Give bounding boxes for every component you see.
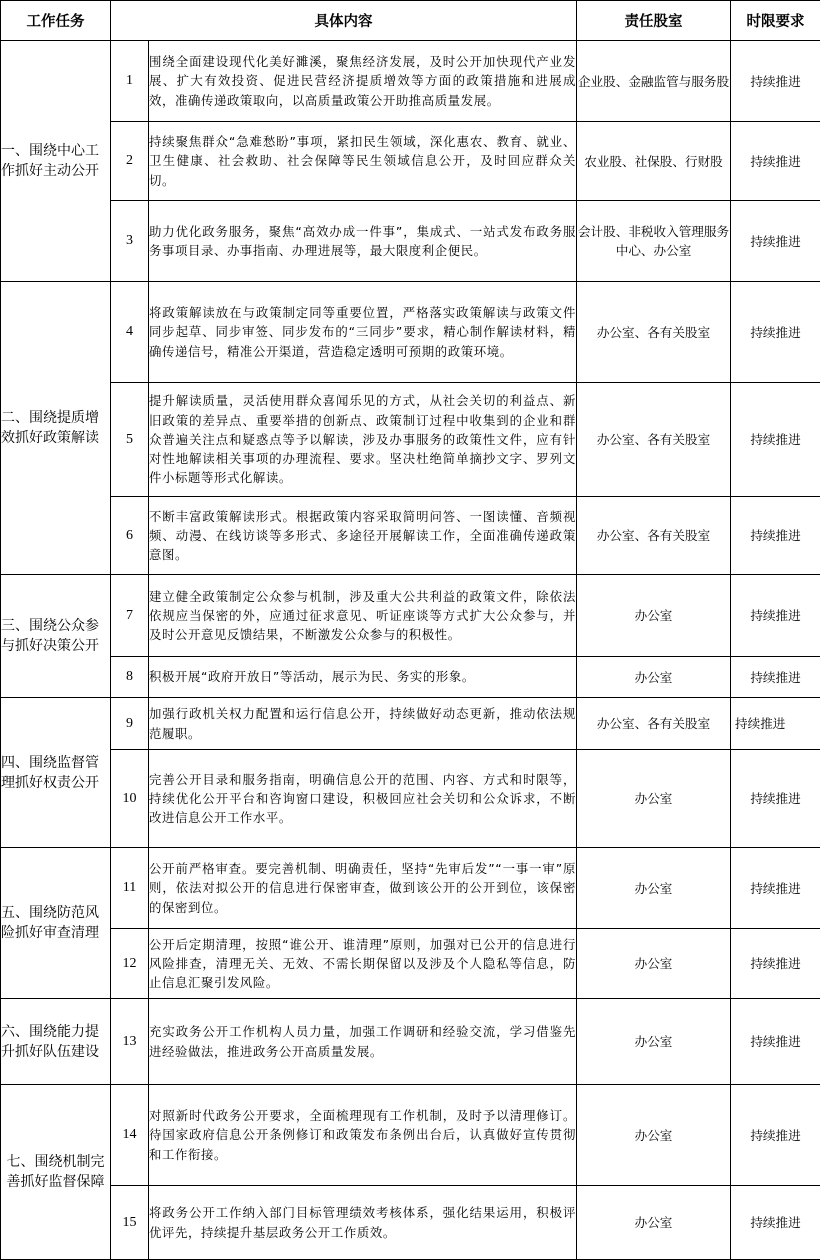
header-content: 具体内容 <box>111 1 577 41</box>
table-row <box>1 383 820 497</box>
row-content: 提升解读质量，灵活使用群众喜闻乐见的方式，从社会关切的利益点、新旧政策的差异点、重要举措的创新点、政策制订过程中收集到的企业和群众普遍关注点和疑惑点等予以解读，涉及办事服务的政策性文件，应有针对性地解读相关事项的办理流程、要求。坚决杜绝简单摘抄文字、罗列文件小标题等形式化解读。 <box>149 383 577 497</box>
row-dept: 办公室 <box>577 750 731 848</box>
row-number: 6 <box>111 497 149 575</box>
row-number: 11 <box>111 848 149 929</box>
row-content: 公开前严格审查。要完善机制、明确责任，坚持“先审后发”“一事一审”原则，依法对拟公开的信息进行保密审查，做到该公开的公开到位，该保密的保密到位。 <box>149 848 577 929</box>
row-limit: 持续推进 <box>731 383 820 497</box>
row-dept: 办公室、各有关股室 <box>577 698 731 750</box>
row-dept: 农业股、社保股、行财股 <box>577 122 731 201</box>
row-limit: 持续推进 <box>731 848 820 929</box>
row-dept: 会计股、非税收入管理服务中心、办公室 <box>577 201 731 282</box>
task-group-title: 一、围绕中心工作抓好主动公开 <box>1 41 111 282</box>
row-content: 不断丰富政策解读形式。根据政策内容采取简明问答、一图读懂、音频视频、动漫、在线访谈等多形式、多途径开展解读工作，全面准确传递政策意图。 <box>149 497 577 575</box>
row-limit: 持续推进 <box>731 750 820 848</box>
row-content: 公开后定期清理，按照“谁公开、谁清理”原则，加强对已公开的信息进行风险排查，清理无关、无效、不需长期保留以及涉及个人隐私等信息，防止信息汇聚引发风险。 <box>149 929 577 999</box>
task-group-title: 三、围绕公众参与抓好决策公开 <box>1 575 111 698</box>
row-number: 1 <box>111 41 149 122</box>
row-dept: 办公室 <box>577 575 731 657</box>
table-row <box>1 575 820 657</box>
task-group-title: 七、围绕机制完善抓好监督保障 <box>1 1085 111 1260</box>
row-dept: 办公室 <box>577 929 731 999</box>
row-number: 13 <box>111 999 149 1085</box>
row-limit: 持续推进 <box>731 657 820 698</box>
row-limit: 持续推进 <box>731 41 820 122</box>
row-content: 积极开展“政府开放日”等活动，展示为民、务实的形象。 <box>149 657 577 698</box>
row-limit: 持续推进 <box>731 1085 820 1186</box>
table-row <box>1 201 820 282</box>
task-group-title: 四、围绕监督管理抓好权责公开 <box>1 698 111 848</box>
row-dept: 办公室、各有关股室 <box>577 282 731 383</box>
table-row <box>1 750 820 848</box>
table-row <box>1 282 820 383</box>
row-content: 助力优化政务服务，聚焦“高效办成一件事”，集成式、一站式发布政务服务事项目录、办事指南、办理进展等，最大限度利企便民。 <box>149 201 577 282</box>
row-content: 持续聚焦群众“急难愁盼”事项，紧扣民生领域，深化惠农、教育、就业、卫生健康、社会救助、社会保障等民生领域信息公开，及时回应群众关切。 <box>149 122 577 201</box>
row-number: 12 <box>111 929 149 999</box>
header-row <box>1 1 820 41</box>
table-row <box>1 1186 820 1260</box>
row-number: 2 <box>111 122 149 201</box>
table-row <box>1 999 820 1085</box>
task-group-title: 六、围绕能力提升抓好队伍建设 <box>1 999 111 1085</box>
row-number: 5 <box>111 383 149 497</box>
table-row <box>1 929 820 999</box>
row-limit: 持续推进 <box>731 929 820 999</box>
row-number: 8 <box>111 657 149 698</box>
table-row <box>1 657 820 698</box>
row-dept: 办公室、各有关股室 <box>577 497 731 575</box>
row-dept: 办公室、各有关股室 <box>577 383 731 497</box>
table-row <box>1 41 820 122</box>
row-dept: 办公室 <box>577 1085 731 1186</box>
row-number: 10 <box>111 750 149 848</box>
row-dept: 企业股、金融监管与服务股 <box>577 41 731 122</box>
row-content: 将政策解读放在与政策制定同等重要位置，严格落实政策解读与政策文件同步起草、同步审签、同步发布的“三同步”要求，精心制作解读材料，精确传递信号，精准公开渠道，营造稳定透明可预期的政策环境。 <box>149 282 577 383</box>
row-limit: 持续推进 <box>731 201 820 282</box>
row-content: 建立健全政策制定公众参与机制，涉及重大公共利益的政策文件，除依法依规应当保密的外，应通过征求意见、听证座谈等方式扩大公众参与，并及时公开意见反馈结果，不断激发公众参与的积极性。 <box>149 575 577 657</box>
row-limit: 持续推进 <box>731 698 820 750</box>
row-number: 4 <box>111 282 149 383</box>
row-number: 15 <box>111 1186 149 1260</box>
row-number: 14 <box>111 1085 149 1186</box>
row-dept: 办公室 <box>577 999 731 1085</box>
row-number: 3 <box>111 201 149 282</box>
header-dept: 责任股室 <box>577 1 731 41</box>
row-content: 将政务公开工作纳入部门目标管理绩效考核体系，强化结果运用，积极评优评先，持续提升基层政务公开工作质效。 <box>149 1186 577 1260</box>
row-limit: 持续推进 <box>731 497 820 575</box>
row-limit: 持续推进 <box>731 999 820 1085</box>
row-content: 加强行政机关权力配置和运行信息公开，持续做好动态更新，推动依法规范履职。 <box>149 698 577 750</box>
table-row <box>1 497 820 575</box>
header-limit: 时限要求 <box>731 1 820 41</box>
row-limit: 持续推进 <box>731 575 820 657</box>
row-content: 充实政务公开工作机构人员力量，加强工作调研和经验交流，学习借鉴先进经验做法，推进政务公开高质量发展。 <box>149 999 577 1085</box>
row-dept: 办公室 <box>577 1186 731 1260</box>
row-limit: 持续推进 <box>731 1186 820 1260</box>
row-limit: 持续推进 <box>731 122 820 201</box>
table-row <box>1 1085 820 1186</box>
table-row <box>1 848 820 929</box>
table-row <box>1 698 820 750</box>
table-row <box>1 122 820 201</box>
row-content: 对照新时代政务公开要求，全面梳理现有工作机制，及时予以清理修订。待国家政府信息公开条例修订和政策发布条例出台后，认真做好宣传贯彻和工作衔接。 <box>149 1085 577 1186</box>
row-content: 围绕全面建设现代化美好濉溪，聚焦经济发展，及时公开加快现代产业发展、扩大有效投资、促进民营经济提质增效等方面的政策措施和进展成效，准确传递政策取向，以高质量政策公开助推高质量发展。 <box>149 41 577 122</box>
row-limit: 持续推进 <box>731 282 820 383</box>
row-dept: 办公室 <box>577 657 731 698</box>
header-task: 工作任务 <box>1 1 111 41</box>
row-content: 完善公开目录和服务指南，明确信息公开的范围、内容、方式和时限等，持续优化公开平台和咨询窗口建设，积极回应社会关切和公众诉求，不断改进信息公开工作水平。 <box>149 750 577 848</box>
task-group-title: 五、围绕防范风险抓好审查清理 <box>1 848 111 999</box>
row-dept: 办公室 <box>577 848 731 929</box>
task-group-title: 二、围绕提质增效抓好政策解读 <box>1 282 111 575</box>
row-number: 9 <box>111 698 149 750</box>
row-number: 7 <box>111 575 149 657</box>
